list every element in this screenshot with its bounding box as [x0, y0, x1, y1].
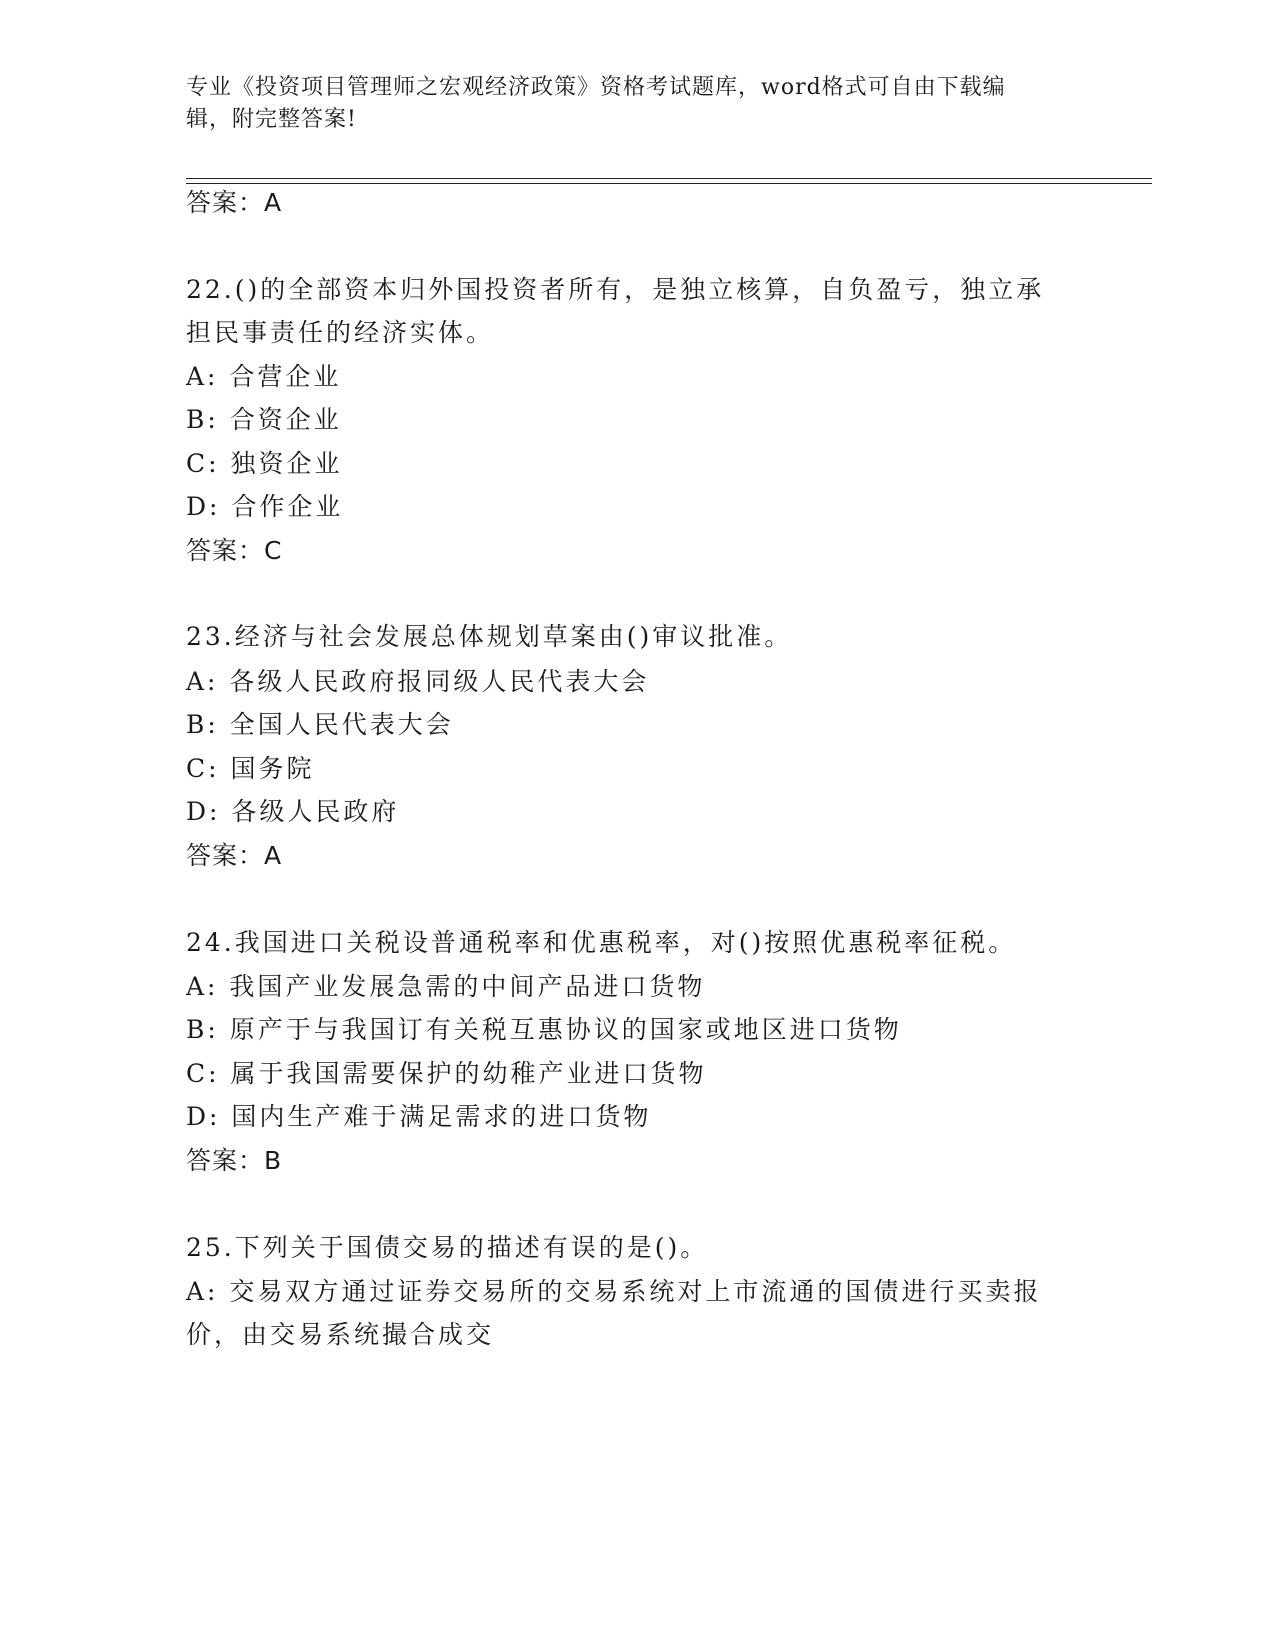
option-b: B: 全国人民代表大会: [186, 710, 454, 739]
option-a: A: 合营企业: [186, 362, 342, 391]
answer-line: 答案：C: [186, 536, 283, 565]
option-a-continued: 价，由交易系统撮合成交: [186, 1320, 495, 1349]
option-a: A: 交易双方通过证券交易所的交易系统对上市流通的国债进行买卖报: [186, 1277, 1042, 1306]
question-text: 担民事责任的经济实体。: [186, 318, 495, 347]
answer-line: 答案：A: [186, 188, 283, 217]
option-b: B: 原产于与我国订有关税互惠协议的国家或地区进口货物: [186, 1015, 902, 1044]
option-a: A: 各级人民政府报同级人民代表大会: [186, 667, 650, 696]
header-line: 专业《投资项目管理师之宏观经济政策》资格考试题库，word格式可自由下载编: [186, 75, 1006, 100]
answer-line: 答案：A: [186, 841, 283, 870]
header-line: 辑，附完整答案!: [186, 107, 357, 132]
option-b: B: 合资企业: [186, 405, 342, 434]
question-text: 24.我国进口关税设普通税率和优惠税率，对()按照优惠税率征税。: [186, 928, 1017, 957]
question-text: 22.()的全部资本归外国投资者所有，是独立核算，自负盈亏，独立承: [186, 275, 1045, 304]
document-header: [186, 72, 1086, 136]
option-c: C: 独资企业: [186, 449, 343, 478]
option-c: C: 属于我国需要保护的幼稚产业进口货物: [186, 1059, 707, 1088]
option-c: C: 国务院: [186, 754, 315, 783]
question-text: 23.经济与社会发展总体规划草案由()审议批准。: [186, 622, 793, 651]
question-text: 25.下列关于国债交易的描述有误的是()。: [186, 1233, 709, 1262]
option-a: A: 我国产业发展急需的中间产品进口货物: [186, 972, 706, 1001]
option-d: D: 各级人民政府: [186, 797, 400, 826]
header-divider: [186, 178, 1152, 179]
option-d: D: 国内生产难于满足需求的进口货物: [186, 1102, 652, 1131]
header-divider: [186, 183, 1152, 184]
answer-line: 答案：B: [186, 1146, 283, 1175]
option-d: D: 合作企业: [186, 492, 344, 521]
